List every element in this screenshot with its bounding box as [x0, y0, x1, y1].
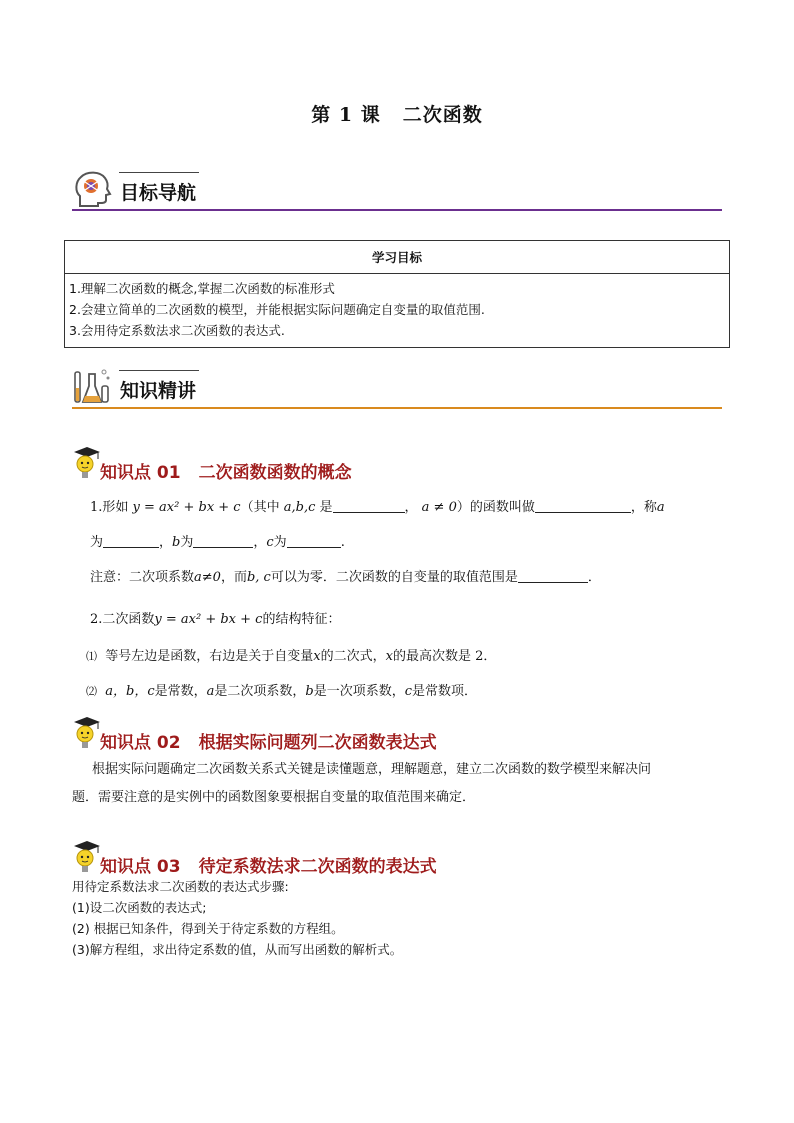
kp2-heading	[72, 716, 722, 756]
kp1-line6	[86, 680, 477, 699]
kp1-line5	[86, 645, 496, 664]
text: ，而	[220, 570, 247, 585]
graduate-bulb-icon	[72, 840, 102, 876]
variable: a，b，c	[105, 684, 155, 699]
kp3-title-text: 待定系数法求二次函数的表达式	[198, 857, 437, 877]
text: ，	[253, 535, 267, 550]
kp1-title-text: 二次函数函数的概念	[198, 463, 352, 483]
fill-blank[interactable]	[333, 498, 405, 513]
kp2-para-line: 题．需要注意的是实例中的函数图象要根据自变量的取值范围来确定．	[72, 790, 476, 805]
goal-item: 2.会建立简单的二次函数的模型，并能根据实际问题确定自变量的取值范围.	[69, 302, 485, 317]
text: （其中	[240, 500, 284, 515]
heading-topline	[119, 370, 199, 371]
variable: b	[305, 684, 314, 699]
kp1-note	[90, 566, 601, 585]
kp2-title	[100, 728, 437, 753]
variable: a	[656, 500, 665, 515]
section-goals-underline	[72, 209, 722, 211]
kp1-heading	[72, 446, 722, 486]
kp2-para-line: 根据实际问题确定二次函数关系式关键是读懂题意，理解题意，建立二次函数的数学模型来解决问	[92, 762, 652, 777]
variable: a	[206, 684, 215, 699]
kp3-title	[100, 852, 437, 877]
variable: c	[266, 535, 274, 550]
variable: b, c	[246, 570, 271, 585]
text: 是常数项．	[412, 684, 478, 699]
list-number: ⑴	[86, 650, 97, 663]
section-knowledge-heading	[72, 366, 722, 414]
text: ，称	[630, 500, 657, 515]
graduate-bulb-icon	[72, 716, 102, 752]
text: ）的函数叫做	[456, 500, 535, 515]
text: ，	[404, 500, 418, 515]
text: 是一次项系数，	[313, 684, 405, 699]
fill-blank[interactable]	[518, 568, 588, 583]
variable: b	[172, 535, 181, 550]
kp1-title	[100, 458, 352, 483]
fill-blank[interactable]	[103, 533, 159, 548]
text: 为	[90, 535, 104, 550]
kp1-line4	[90, 608, 340, 627]
section-goals-heading	[72, 168, 722, 216]
text: 是常数，	[154, 684, 207, 699]
text: 1.形如	[90, 500, 133, 515]
flask-icon	[72, 366, 114, 408]
goals-table-body	[65, 274, 730, 348]
page-title	[0, 100, 794, 127]
text: 的结构特征：	[262, 612, 341, 627]
heading-topline	[119, 172, 199, 173]
kp1-number: 知识点 01	[100, 463, 181, 483]
list-number: ⑵	[86, 685, 97, 698]
text: 的最高次数是 2．	[392, 649, 497, 664]
condition: a≠0	[194, 570, 221, 585]
text: 为	[273, 535, 287, 550]
kp2-number: 知识点 02	[100, 733, 181, 753]
text: .	[340, 535, 345, 550]
kp3-step: (2) 根据已知条件，得到关于待定系数的方程组。	[72, 921, 344, 936]
kp2-paragraph	[72, 756, 730, 812]
text: ，	[159, 535, 173, 550]
lesson-topic: 二次函数	[402, 104, 483, 126]
kp3-steps	[72, 876, 402, 960]
kp3-step: (1)设二次函数的表达式;	[72, 900, 207, 915]
variable: a,b,c	[283, 500, 316, 515]
text: 是二次项系数，	[214, 684, 306, 699]
goals-table	[64, 240, 730, 348]
kp1-line1	[90, 496, 665, 515]
kp2-title-text: 根据实际问题列二次函数表达式	[198, 733, 437, 753]
text: 可以为零．二次函数的自变量的取值范围是	[270, 570, 518, 585]
graduate-bulb-icon	[72, 446, 102, 482]
lesson-number: 第 1 课	[311, 104, 381, 126]
variable: x	[313, 649, 321, 664]
text: 的二次式，	[320, 649, 386, 664]
text: 等号左边是函数，右边是关于自变量	[105, 649, 314, 664]
condition: a ≠ 0	[421, 500, 457, 515]
section-knowledge-underline	[72, 407, 722, 409]
section-goals-label: 目标导航	[120, 182, 197, 204]
text: 2.二次函数	[90, 612, 155, 627]
kp3-heading	[72, 840, 722, 880]
variable: x	[385, 649, 393, 664]
kp3-step: (3)解方程组，求出待定系数的值，从而写出函数的解析式。	[72, 942, 403, 957]
brain-head-icon	[72, 168, 114, 210]
formula: y = ax² + bx + c	[154, 612, 263, 627]
goals-table-header: 学习目标	[65, 241, 730, 274]
variable: c	[404, 684, 413, 699]
text: ．	[587, 570, 601, 585]
fill-blank[interactable]	[287, 533, 341, 548]
formula: y = ax² + bx + c	[132, 500, 241, 515]
kp1-line2	[90, 531, 345, 550]
text: 注意：二次项系数	[90, 570, 195, 585]
section-knowledge-label: 知识精讲	[120, 380, 197, 402]
goal-item: 1.理解二次函数的概念,掌握二次函数的标准形式	[69, 281, 335, 296]
goal-item: 3.会用待定系数法求二次函数的表达式.	[69, 323, 285, 338]
fill-blank[interactable]	[193, 533, 253, 548]
text: 是	[315, 500, 333, 515]
fill-blank[interactable]	[535, 498, 631, 513]
text: 为	[180, 535, 194, 550]
kp3-number: 知识点 03	[100, 857, 181, 877]
kp3-step: 用待定系数法求二次函数的表达式步骤:	[72, 879, 289, 894]
